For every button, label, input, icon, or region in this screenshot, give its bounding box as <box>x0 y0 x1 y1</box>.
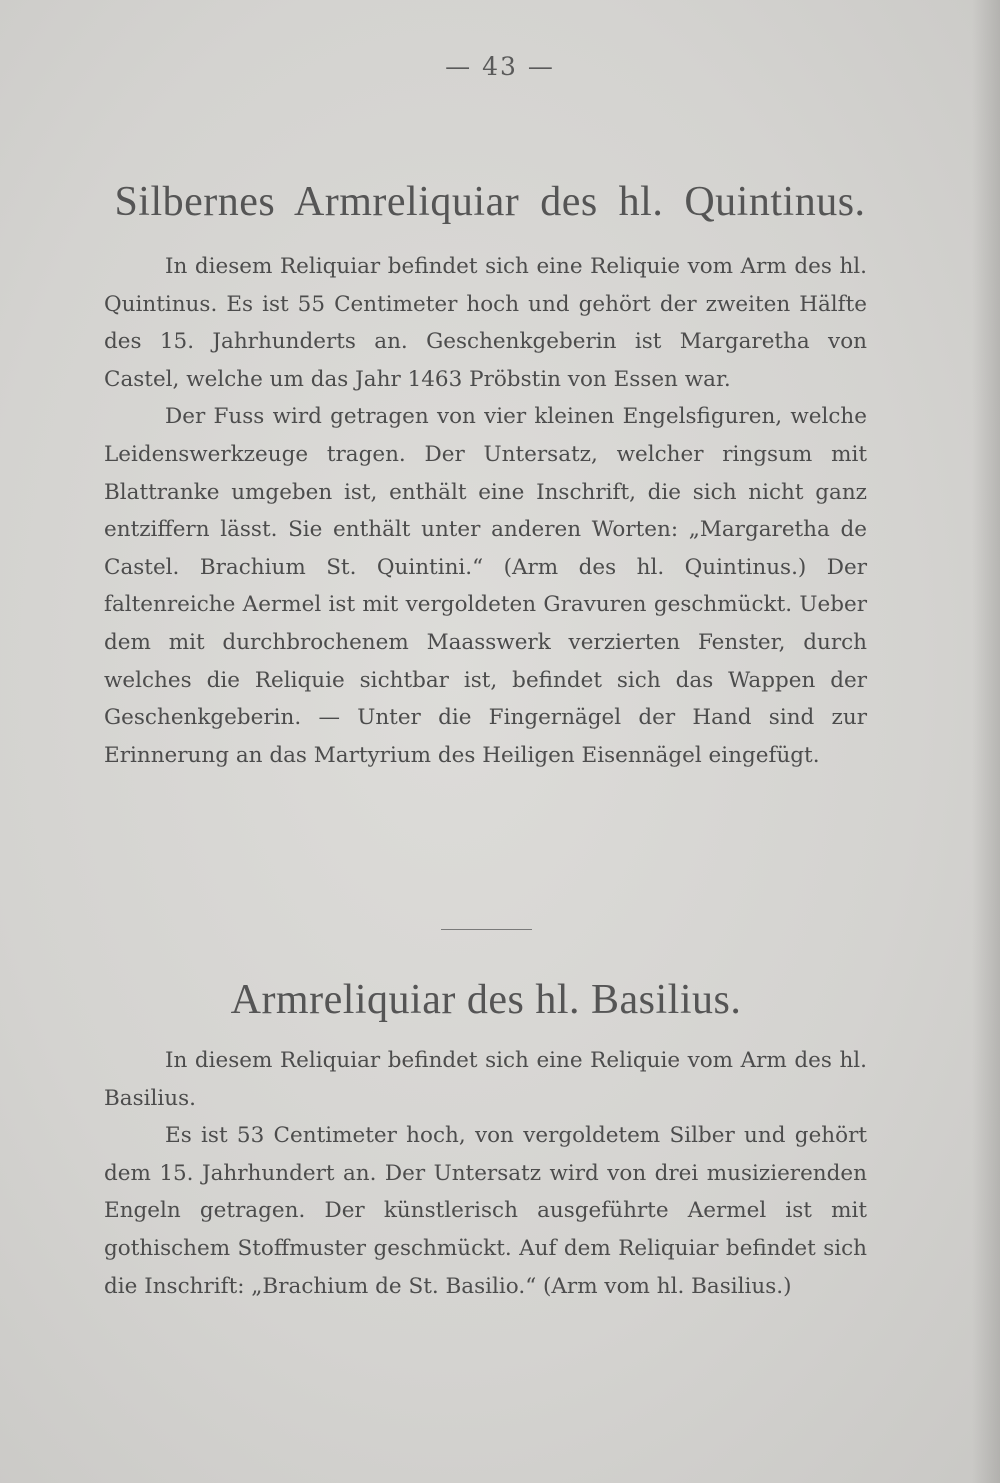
section-heading-quintinus: Silbernes Armreliquiar des hl. Quintinus. <box>114 179 866 225</box>
section-body-basilius <box>104 1042 867 1305</box>
section-heading-basilius: Armreliquiar des hl. Basilius. <box>230 977 742 1023</box>
section-divider <box>441 929 532 930</box>
paragraph: Es ist 53 Centimeter hoch, von vergoldetem Silber und gehört dem 15. Jahrhundert an. Der Untersatz wird von drei musizierenden Engeln getragen. Der künstlerisch ausgeführte Aermel ist mit gothischem Stoffmuster geschmückt. Auf dem Reliquiar befindet sich die Inschrift: „Brachium de St. Basilio.“ (Arm vom hl. Basilius.) <box>104 1123 867 1299</box>
paragraph: In diesem Reliquiar befindet sich eine Reliquie vom Arm des hl. Basilius. <box>104 1048 867 1111</box>
page-number: — 43 — <box>445 52 555 81</box>
paragraph: In diesem Reliquiar befindet sich eine Reliquie vom Arm des hl. Quintinus. Es ist 55 Centimeter hoch und gehört der zweiten Hälfte des 15. Jahrhunderts an. Geschenkgeberin ist Margaretha von Castel, welche um das Jahr 1463 Pröbstin von Essen war. <box>104 254 867 392</box>
section-body-quintinus <box>104 248 867 774</box>
paragraph: Der Fuss wird getragen von vier kleinen Engelsfiguren, welche Leidenswerkzeuge tragen. Der Untersatz, welcher ringsum mit Blattranke umgeben ist, enthält eine Inschrift, die sich nicht ganz entziffern lässt. Sie enthält unter anderen Worten: „Margaretha de Castel. Brachium St. Quintini.“ (Arm des hl. Quintinus.) Der faltenreiche Aermel ist mit vergoldeten Gravuren geschmückt. Ueber dem mit durchbrochenem Maasswerk verzierten Fenster, durch welches die Reliquie sichtbar ist, befindet sich das Wappen der Geschenkgeberin. — Unter die Fingernägel der Hand sind zur Erinnerung an das Martyrium des Heiligen Eisennägel eingefügt. <box>104 404 867 768</box>
